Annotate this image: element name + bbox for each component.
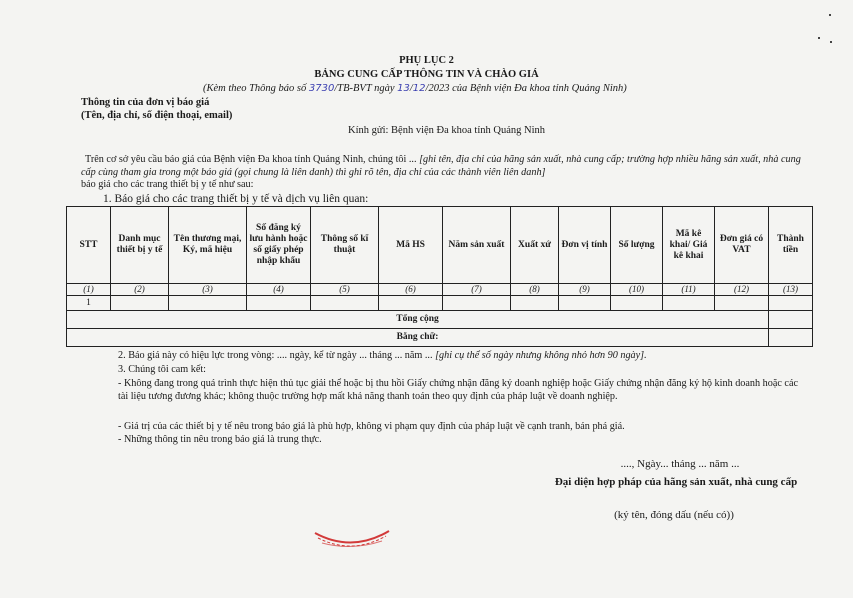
section-3-heading: 3. Chúng tôi cam kết: — [118, 364, 206, 375]
header-cell: Đơn giá có VAT — [715, 207, 769, 284]
section-1-heading: 1. Báo giá cho các trang thiết bị y tế và dịch vụ liên quan: — [103, 193, 369, 205]
commitment-item: - Giá trị của các thiết bị y tế nêu trong báo giá là phù hợp, không vi phạm quy định của pháp luật về cạnh tranh, bán phá giá. — [118, 421, 625, 432]
scan-speck — [829, 14, 831, 16]
appendix-label: PHỤ LỤC 2 — [399, 55, 454, 66]
red-stamp-mark — [312, 527, 392, 553]
subtitle-part-c: /2023 của Bệnh viện Đa khoa tỉnh Quảng Ninh) — [425, 83, 627, 94]
handwritten-month: 12 — [412, 83, 426, 94]
subtitle-part-a: (Kèm theo Thông báo số — [203, 83, 307, 94]
header-cell: Tên thương mại, Ký, mã hiệu — [169, 207, 247, 284]
column-number: (6) — [379, 284, 443, 296]
column-number: (7) — [443, 284, 511, 296]
header-cell: Thông số kĩ thuật — [311, 207, 379, 284]
header-cell: STT — [67, 207, 111, 284]
column-number: (10) — [611, 284, 663, 296]
vendor-info-line2: (Tên, địa chỉ, số điện thoại, email) — [81, 110, 233, 121]
subtitle-part-b: /TB-BVT ngày — [334, 83, 395, 94]
in-words-row — [67, 329, 813, 347]
row-stt: 1 — [67, 296, 111, 311]
commitment-item: - Không đang trong quá trình thực hiện thủ tục giải thể hoặc bị thu hồi Giấy chứng nhận đăng ký doanh nghiệp hoặc Giấy chứng nhận đăng ký hộ kinh doanh hoặc các tài liệu tương đương khác; không thuộc trường hợp mất khả năng thanh toán theo quy định của pháp luật về doanh nghiệp. — [118, 378, 799, 402]
table-number-row — [67, 284, 813, 296]
intro-paragraph — [81, 154, 801, 192]
handwritten-day: 13 — [397, 83, 410, 94]
scan-speck — [830, 41, 832, 43]
header-cell: Thành tiền — [769, 207, 813, 284]
column-number: (3) — [169, 284, 247, 296]
column-number: (12) — [715, 284, 769, 296]
column-number: (11) — [663, 284, 715, 296]
column-number: (13) — [769, 284, 813, 296]
header-cell: Số đăng ký lưu hành hoặc số giấy phép nhập khẩu — [247, 207, 311, 284]
signature-role: Đại diện hợp pháp của hãng sản xuất, nhà cung cấp — [554, 476, 798, 488]
section-2 — [118, 350, 808, 363]
header-cell: Năm sản xuất — [443, 207, 511, 284]
intro-part1: Trên cơ sở yêu cầu báo giá của Bệnh viện Đa khoa tỉnh Quảng Ninh, chúng tôi ... — [85, 154, 417, 165]
header-cell: Mã HS — [379, 207, 443, 284]
signature-note: (ký tên, đóng dấu (nếu có)) — [614, 509, 734, 521]
commitment-item: - Những thông tin nêu trong báo giá là trung thực. — [118, 434, 322, 445]
in-words-label: Bằng chữ: — [67, 329, 769, 347]
total-label: Tổng cộng — [67, 311, 769, 329]
section-2-note: [ghi cụ thể số ngày nhưng không nhỏ hơn 90 ngày]. — [435, 350, 647, 361]
table-header-row — [67, 207, 813, 284]
column-number: (4) — [247, 284, 311, 296]
column-number: (8) — [511, 284, 559, 296]
document-title: BẢNG CUNG CẤP THÔNG TIN VÀ CHÀO GIÁ — [314, 69, 539, 80]
column-number: (1) — [67, 284, 111, 296]
signature-date: ...., Ngày... tháng ... năm ... — [620, 458, 740, 470]
header-cell: Số lượng — [611, 207, 663, 284]
header-cell: Danh mục thiết bị y tế — [111, 207, 169, 284]
quote-table — [66, 206, 813, 347]
total-row — [67, 311, 813, 329]
subtitle-separator: / — [409, 83, 413, 94]
header-cell: Đơn vị tính — [559, 207, 611, 284]
section-2-main: 2. Báo giá này có hiệu lực trong vòng: .... ngày, kể từ ngày ... tháng ... năm ... — [118, 350, 433, 361]
scan-speck — [818, 37, 820, 39]
intro-part2: [ghi tên, địa chỉ của hãng sản xuất, nhà cung cấp; trường hợp nhiều hãng sản xuất, nhà cung cấp cùng tham gia trong một báo giá (gọi chung là liên danh) thì ghi rõ tên, địa chỉ của các thành viên liên danh] — [81, 154, 801, 178]
column-number: (5) — [311, 284, 379, 296]
salutation: Kính gửi: Bệnh viện Đa khoa tỉnh Quảng Ninh — [348, 125, 545, 136]
handwritten-number: 3730 — [308, 83, 335, 94]
header-cell: Mã kê khai/ Giá kê khai — [663, 207, 715, 284]
table-row — [67, 296, 813, 311]
vendor-info-line1: Thông tin của đơn vị báo giá — [81, 97, 210, 108]
document-subtitle — [203, 83, 627, 94]
header-cell: Xuất xứ — [511, 207, 559, 284]
column-number: (2) — [111, 284, 169, 296]
intro-part3: báo giá cho các trang thiết bị y tế như sau: — [81, 179, 254, 190]
column-number: (9) — [559, 284, 611, 296]
